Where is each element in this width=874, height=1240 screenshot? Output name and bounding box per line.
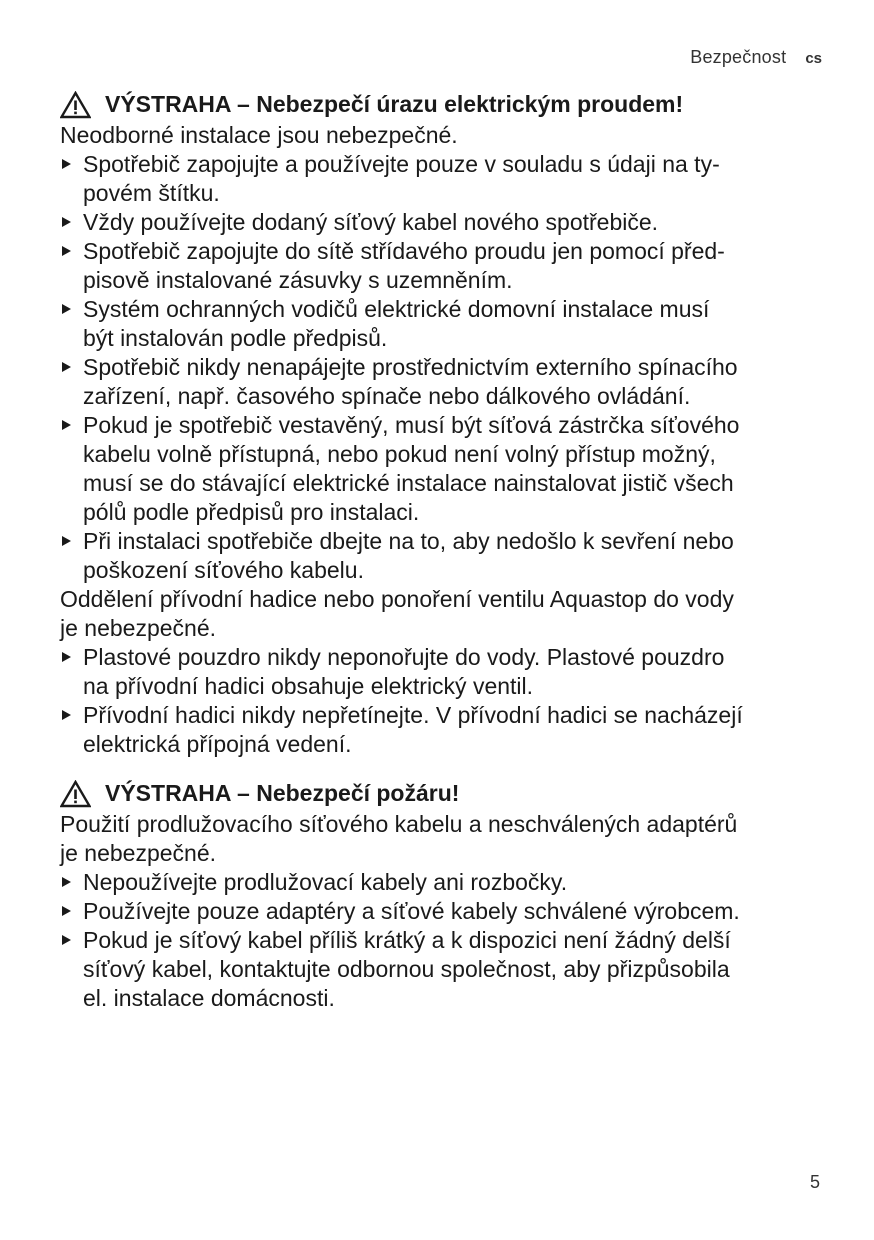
list-item (60, 353, 830, 411)
list-item (60, 643, 830, 701)
bullet-arrow-icon (62, 217, 71, 227)
bullet-arrow-icon (62, 935, 71, 945)
language-code: cs (805, 50, 822, 67)
bullet-arrow-icon (62, 304, 71, 314)
list-item-text: Spotřebič zapojujte a používejte pouze v souladu s údaji na ty- povém štítku. (83, 151, 720, 206)
page-header (690, 47, 822, 68)
list-item-text: Přívodní hadici nikdy nepřetínejte. V přívodní hadici se nacházejí elektrická přípojná vedení. (83, 702, 743, 757)
list-item (60, 701, 830, 759)
list-item (60, 926, 830, 1013)
list-item-text: Při instalaci spotřebiče dbejte na to, aby nedošlo k sevření nebo poškození síťového kabelu. (83, 528, 734, 583)
list-item (60, 527, 830, 585)
list-item (60, 897, 830, 926)
warning-intro: Použití prodlužovacího síťového kabelu a neschválených adaptérů je nebezpečné. (60, 811, 738, 866)
page-number: 5 (809, 1172, 820, 1192)
page-content (60, 88, 830, 1013)
bullet-arrow-icon (62, 877, 71, 887)
list-item-text: Pokud je spotřebič vestavěný, musí být síťová zástrčka síťového kabelu volně přístupná, nebo pokud není volný přístup možný, musí se do stávající elektrické instalace nainstalovat jistič všech pólů podle předpisů pro instalaci. (83, 412, 740, 525)
list-item-text: Vždy používejte dodaný síťový kabel nového spotřebiče. (83, 209, 659, 235)
list-item-text: Spotřebič zapojujte do sítě střídavého proudu jen pomocí před- pisově instalované zásuvky s uzemněním. (83, 238, 725, 293)
list-item (60, 868, 830, 897)
list-item (60, 237, 830, 295)
warning-triangle-icon (60, 91, 91, 119)
bullet-arrow-icon (62, 159, 71, 169)
bullet-arrow-icon (62, 906, 71, 916)
bullet-arrow-icon (62, 246, 71, 256)
bullet-arrow-icon (62, 362, 71, 372)
warning-intro: Neodborné instalace jsou nebezpečné. (60, 122, 458, 148)
list-item-text: Systém ochranných vodičů elektrické domovní instalace musí být instalován podle předpisů. (83, 296, 710, 351)
list-item (60, 411, 830, 527)
warning-intro: Oddělení přívodní hadice nebo ponoření ventilu Aquastop do vody je nebezpečné. (60, 586, 734, 641)
bullet-arrow-icon (62, 710, 71, 720)
bullet-arrow-icon (62, 420, 71, 430)
list-item (60, 150, 830, 208)
list-item-text: Plastové pouzdro nikdy neponořujte do vody. Plastové pouzdro na přívodní hadici obsahuje elektrický ventil. (83, 644, 725, 699)
warning-triangle-icon (60, 780, 91, 808)
warning-title-text: VÝSTRAHA – Nebezpečí požáru! (105, 780, 460, 806)
list-item-text: Pokud je síťový kabel příliš krátký a k dispozici není žádný delší síťový kabel, kontaktujte odbornou společnost, aby přizpůsobila el. instalace domácnosti. (83, 927, 731, 1011)
list-item-text: Spotřebič nikdy nenapájejte prostřednictvím externího spínacího zařízení, např. časového spínače nebo dálkového ovládání. (83, 354, 738, 409)
instruction-list (60, 150, 830, 585)
instruction-list (60, 643, 830, 759)
warning-fire (60, 777, 830, 1013)
instruction-list (60, 868, 830, 1013)
warning-title-text: VÝSTRAHA – Nebezpečí úrazu elektrickým proudem! (105, 91, 684, 117)
warning-title (60, 777, 830, 810)
bullet-arrow-icon (62, 652, 71, 662)
warning-electric-shock (60, 88, 830, 759)
list-item (60, 208, 830, 237)
list-item (60, 295, 830, 353)
bullet-arrow-icon (62, 536, 71, 546)
warning-title (60, 88, 830, 121)
section-title: Bezpečnost (690, 47, 787, 67)
list-item-text: Používejte pouze adaptéry a síťové kabely schválené výrobcem. (83, 898, 740, 924)
list-item-text: Nepoužívejte prodlužovací kabely ani rozbočky. (83, 869, 568, 895)
